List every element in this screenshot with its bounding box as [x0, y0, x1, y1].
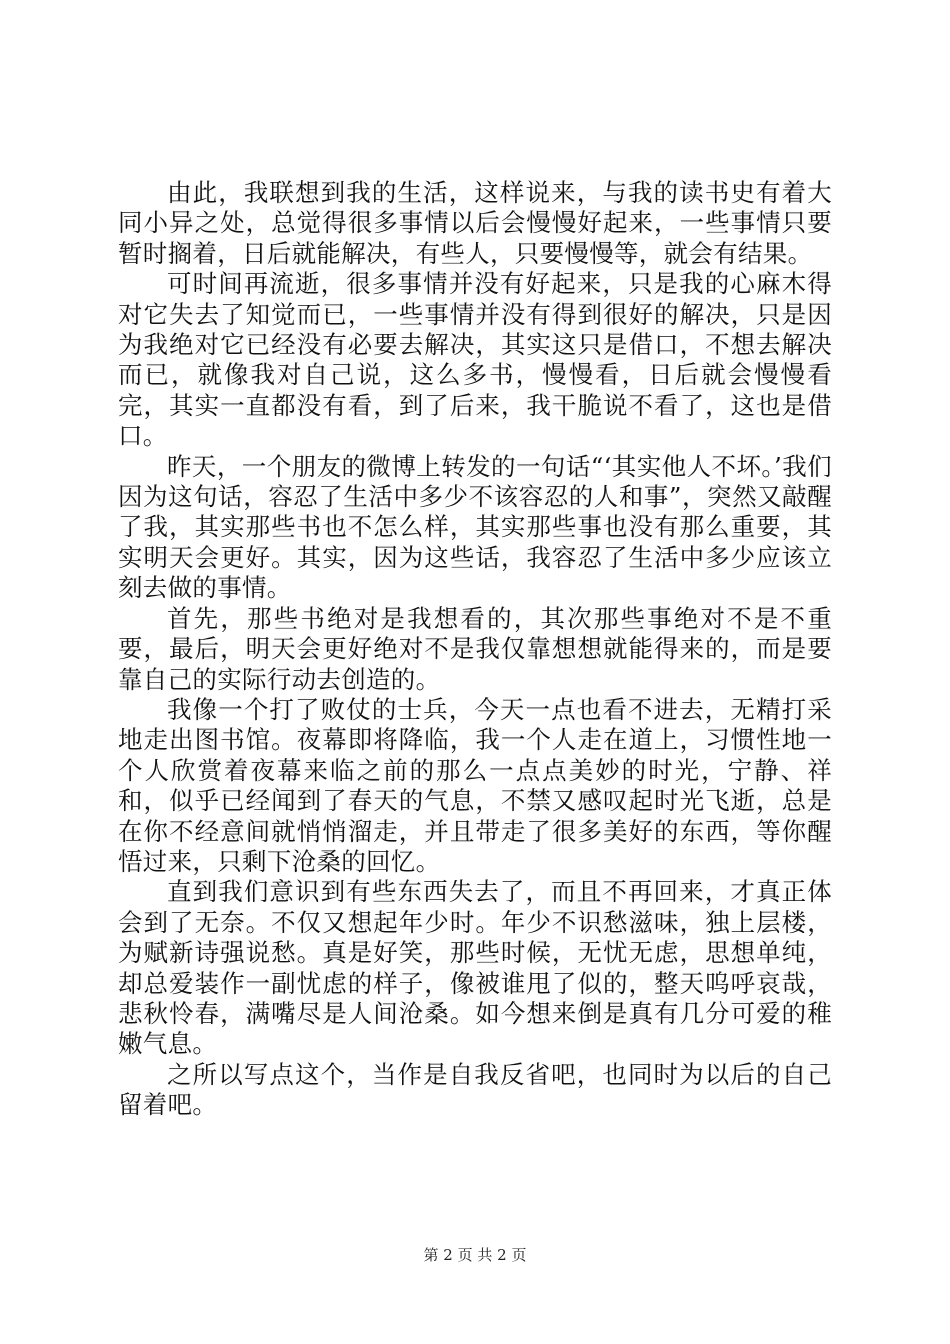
paragraph-2: 可时间再流逝，很多事情并没有好起来，只是我的心麻木得对它失去了知觉而已，一些事情并没有得到很好的解决，只是因为我绝对它已经没有必要去解决，其实这只是借口，不想去解决而已，就像我对自己说，这么多书，慢慢看，日后就会慢慢看完，其实一直都没有看，到了后来，我干脆说不看了，这也是借口。 [118, 269, 832, 451]
paragraph-7: 之所以写点这个，当作是自我反省吧，也同时为以后的自己留着吧。 [118, 1059, 832, 1120]
paragraph-5: 我像一个打了败仗的士兵，今天一点也看不进去，无精打采地走出图书馆。夜幕即将降临，我一个人走在道上，习惯性地一个人欣赏着夜幕来临之前的那么一点点美妙的时光，宁静、祥和，似乎已经闻到了春天的气息，不禁又感叹起时光飞逝，总是在你不经意间就悄悄溜走，并且带走了很多美好的东西，等你醒悟过来，只剩下沧桑的回忆。 [118, 694, 832, 876]
paragraph-1: 由此，我联想到我的生活，这样说来，与我的读书史有着大同小异之处，总觉得很多事情以后会慢慢好起来，一些事情只要暂时搁着，日后就能解决，有些人，只要慢慢等，就会有结果。 [118, 178, 832, 268]
paragraph-6: 直到我们意识到有些东西失去了，而且不再回来，才真正体会到了无奈。不仅又想起年少时。年少不识愁滋味，独上层楼，为赋新诗强说愁。真是好笑，那些时候，无忧无虑，思想单纯，却总爱装作一副忧虑的样子，像被谁甩了似的，整天呜呼哀哉，悲秋怜春，满嘴尽是人间沧桑。如今想来倒是真有几分可爱的稚嫩气息。 [118, 877, 832, 1059]
page-footer: 第 2 页 共 2 页 [423, 1246, 527, 1264]
paragraph-4: 首先，那些书绝对是我想看的，其次那些事绝对不是不重要，最后，明天会更好绝对不是我仅靠想想就能得来的，而是要靠自己的实际行动去创造的。 [118, 603, 832, 694]
document-body [118, 178, 832, 1121]
paragraph-3: 昨天，一个朋友的微博上转发的一句话“‘其实他人不坏。’我们因为这句话，容忍了生活中多少不该容忍的人和事”，突然又敲醒了我，其实那些书也不怎么样，其实那些事也没有那么重要，其实明天会更好。其实，因为这些话，我容忍了生活中多少应该立刻去做的事情。 [118, 451, 832, 603]
